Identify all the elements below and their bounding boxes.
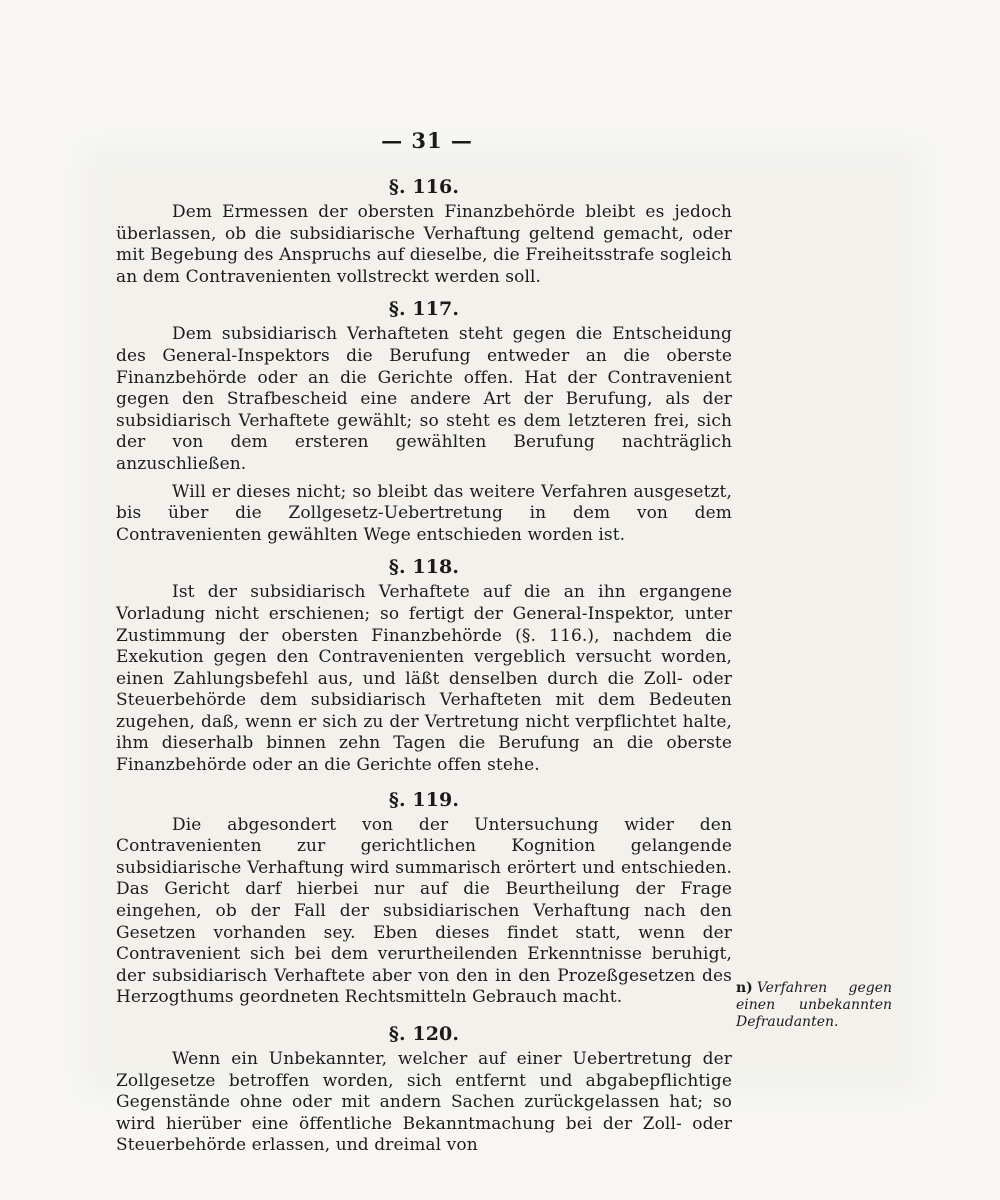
section-heading: §. 120.: [388, 1023, 460, 1045]
paragraph: Ist der subsidiarisch Verhaftete auf die an ihn ergangene Vorladung nicht erschienen; so fertigt der General-Inspektor, unter Zustimmung der obersten Finanzbehörde (§. 116.), nachdem die Exekution gegen den Contravenienten vergeblich versucht worden, einen Zahlungsbefehl aus, und läßt denselben durch die Zoll- oder Steuerbehörde dem subsidiarisch Verhafteten mit dem Bedeuten zugehen, daß, wenn er sich zu der Vertretung nicht verpflichtet halte, ihm dieserhalb binnen zehn Tagen die Berufung an die oberste Finanzbehörde oder an die Gerichte offen stehe.: [116, 582, 732, 776]
section-118: [116, 552, 732, 776]
section-120: [116, 1019, 732, 1157]
section-heading: §. 116.: [388, 176, 460, 198]
section-117: [116, 294, 732, 546]
section-116: [116, 172, 732, 288]
section-heading: §. 117.: [388, 298, 460, 321]
page-number: — 31 —: [381, 128, 473, 153]
margin-note: [736, 980, 892, 1031]
paragraph: Die abgesondert von der Untersuchung wider den Contravenienten zur gerichtlichen Kognition gelangende subsidiarische Verhaftung wird summarisch erörtert und entschieden. Das Gericht darf hierbei nur auf die Beurtheilung der Frage eingehen, ob der Fall der subsidiarischen Verhaftung nach den Gesetzen vorhanden sey. Eben dieses findet statt, wenn der Contravenient sich bei dem verurtheilenden Erkenntnisse beruhigt, der subsidiarisch Verhaftete aber von den in den Prozeßgesetzen des Herzogthums geordneten Rechtsmitteln Gebrauch macht.: [116, 814, 732, 1008]
section-heading: §. 119.: [388, 788, 460, 811]
paragraph: Dem Ermessen der obersten Finanzbehörde bleibt es jedoch überlassen, ob die subsidiarische Verhaftung geltend gemacht, oder mit Begebung des Anspruchs auf dieselbe, die Freiheitsstrafe sogleich an dem Contravenienten vollstreckt werden soll.: [116, 202, 732, 287]
paragraph: Will er dieses nicht; so bleibt das weitere Verfahren ausgesetzt, bis über die Zollgesetz-Uebertretung in dem von dem Contravenienten gewählten Wege entschieden worden ist.: [116, 481, 732, 545]
section-119: [116, 785, 732, 1009]
body-text: [116, 172, 732, 1157]
margin-note-marker: n): [736, 980, 753, 996]
margin-note-text: Verfahren gegen einen unbekannten Defraudanten.: [736, 980, 892, 1030]
paragraph: Wenn ein Unbekannter, welcher auf einer Uebertretung der Zollgesetze betroffen worden, sich entfernt und abgabepflichtige Gegenstände ohne oder mit andern Sachen zurückgelassen hat; so wird hierüber eine öffentliche Bekanntmachung bei der Zoll- oder Steuerbehörde erlassen, und dreimal von: [116, 1049, 732, 1156]
section-heading: §. 118.: [388, 556, 460, 579]
paragraph: Dem subsidiarisch Verhafteten steht gegen die Entscheidung des General-Inspektors die Berufung entweder an die oberste Finanzbehörde oder an die Gerichte offen. Hat der Contravenient gegen den Strafbescheid eine andere Art der Berufung, als der subsidiarisch Verhaftete gewählt; so steht es dem letzteren frei, sich der von dem ersteren gewählten Berufung nachträglich anzuschließen.: [116, 324, 732, 474]
